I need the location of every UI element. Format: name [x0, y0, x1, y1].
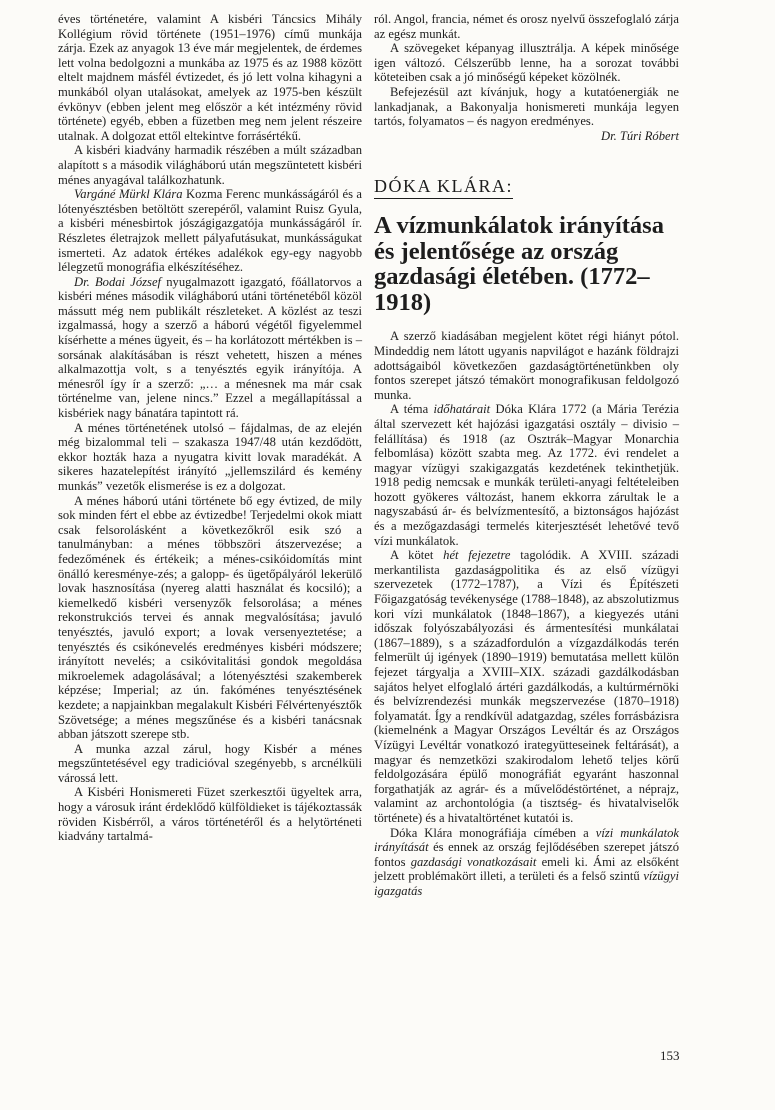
paragraph: A kötet hét fejezetre tagolódik. A XVIII. századi merkantilista gazdaságpolitika és az első vízügyi szervezetek (1772–1787), a Vízi és Építészeti Főigazgatóság tevékenysége (1788–1848), az abszolutizmus kori vízi munkálatok (1848–1867), a kiegyezés utáni időszak folyószabályozási és ármentesítési munkálatai (1867–1889), s a századfordulón a vízgazdálkodás terén felmerült új igények (1890–1919) bemutatása mellett külön fejezet tárgyalja a XVIII–XIX. századi gazdálkodásban sajátos helyet elfoglaló ártéri gazdálkodás, a kultúrmérnöki és belvízrendezési munkák megszervezése (1870–1918) folyamatát. Így a rendkívül adatgazdag, széles forrásbázisra (kiemelnénk a Magyar Országos Levéltár és az Országos Vízügyi Levéltár vonatkozó irategyütteseinek feltárását), a magyar és nemzetközi szakirodalom lehető teljes körű feldolgozására épülő monográfiát egyaránt haszonnal forgathatják az agrár- és a művelődéstörténet, a néprajz, valamint az archontológia (a tisztség- és hivatalviselők története) és a hivataltörténet kutatói is. — [374, 548, 679, 825]
left-column — [58, 12, 362, 844]
paragraph: A ménes háború utáni története bő egy évtized, de mily sok minden fért el ebbe az évtizedbe! Terjedelmi okok miatt csak felsorolásként a következőkről esik szó a tanulmányban: a ménes többszöri átszervezése; a fedezőmének és értékeik; a ménes-csikóidomítás mint önálló keresménye-zés; a galopp- és ügetőpályáról lekerülő lovak hasznosítása (nyereg alatti használat és kocsiló); a kiemelkedő kisbéri versenyzők felsorolása; a ménes rekonstrukciós tervei és annak megvalósítása; javuló tenyésztés, javuló export; a lovak versenyeztetése; a tenyésztés és csikónevelés eredményes kisbéri módszere; irányított nevelés; a csikóvitalitási gondok megoldása mikroelemek adagolásával; a lótenyésztési szakemberek képzése; Imperial; az ún. fakóménes tenyésztésének kezdete; a napjainkban megalakult Kisbéri Félvértenyésztők Szövetsége; a ménes megszűnése és a kisbéri tanácsnak abban játszott szerepe stb. — [58, 493, 362, 742]
paragraph: A kisbéri kiadvány harmadik részében a múlt században alapított s a második világháború után megszüntetett kisbéri ménes anyagával találkozhatunk. — [58, 143, 362, 187]
author-name: Vargáné Mürkl Klára — [74, 187, 183, 202]
paragraph: Dóka Klára monográfiája címében a vízi munkálatok irányítását és ennek az ország fejlődésében szerepet játszó fontos gazdasági vonatkozásait emeli ki. Ámi az elsőként jelzett problémakört illeti, a területi és a felső szintű vízügyi igazgatás — [374, 825, 679, 898]
reviewed-author: DÓKA KLÁRA: — [374, 175, 513, 199]
reviewer-signature: Dr. Túri Róbert — [600, 128, 679, 143]
paragraph: Dr. Bodai József nyugalmazott igazgató, főállatorvos a kisbéri ménes második világháború utáni történetéből közöl mássutt még nem publikált részleteket. A közlést az teszi izgalmassá, hogy a szerző a háború végétől figyelemmel kísérhette a ménes ügyeit, és – ha korlátozott mértékben is – sorsának alakításában is részt vehetett, hiszen a ménes alkalmazottja volt, s a tenyésztés egyik irányítója. A ménesről így ír a szerző: „… a ménesnek ma már csak történelme van, jelene nincs.” Ezzel a megállapítással a kisbériek nagy bánatára tapintott rá. — [58, 274, 362, 421]
paragraph: éves történetére, valamint A kisbéri Táncsics Mihály Kollégium rövid története (1951–1976) című munkája zárja. Ezek az anyagok 13 éve már megjelentek, de érdemes lett volna bedolgozni a munkába az 1975 és az 1988 között eltelt majdnem másfél évtizedet, és jó lett volna kihagyni a munkából olyan utalásokat, amelyek az 1975-ben készült évkönyv (ebben jelent meg először a két intézmény rövid története) egyéb, ebben a füzetben meg nem jelent részeire utalnak. A dolgozat ettől eltekintve forrásértékű. — [58, 12, 362, 143]
paragraph: A szövegeket képanyag illusztrálja. A képek minősége igen változó. Célszerűbb lenne, ha a sorozat további köteteiben csak a jó minőségű képeket közölnék. — [374, 41, 679, 85]
paragraph: ról. Angol, francia, német és orosz nyelvű összefoglaló zárja az egész munkát. — [374, 12, 679, 41]
paragraph: A szerző kiadásában megjelent kötet régi hiányt pótol. Mindeddig nem látott ugyanis napvilágot e hazánk földrajzi adottságaiból következően gazdaságtörténetünkben oly fontos szerepet játszó témakört monografikusan feldolgozó munka. — [374, 329, 679, 402]
page-number: 153 — [660, 1048, 680, 1063]
right-column — [374, 12, 679, 899]
paragraph: Vargáné Mürkl Klára Kozma Ferenc munkásságáról és a lótenyésztésben betöltött szerepéről, valamint Ruisz Gyula, a kisbéri ménesbirtok jószágigazgatója munkásságáról ír. Részletes életrajzok mellett pályafutásukat, munkásságukat ismerteti. Az adatok értékes adalékok egy-egy nagyobb lélegzetű monográfia elkészítéséhez. — [58, 187, 362, 275]
author-name: Dr. Bodai József — [74, 274, 162, 289]
paragraph: A Kisbéri Honismereti Füzet szerkesztői ügyeltek arra, hogy a városuk iránt érdeklődő külföldieket is tájékoztassák röviden Kisbérről, a város történetéről és a helytörténeti kiadvány tartalmá- — [58, 785, 362, 844]
review-title: A vízmunkálatok irányítása és jelentősége az ország gazdasági életében. (1772–1918) — [374, 212, 664, 316]
paragraph: A munka azzal zárul, hogy Kisbér a ménes megszűntetésével egy tradicióval szegényebb, s arcnélküli várossá lett. — [58, 741, 362, 785]
paragraph: Befejezésül azt kívánjuk, hogy a kutatóenergiák ne lankadjanak, a Bakonyalja honismereti munkája legyen tartós, folyamatos – és nagyon eredményes. — [374, 84, 679, 129]
paragraph: A ménes történetének utolsó – fájdalmas, de az elején még bizalommal teli – szakasza 1947/48 után kezdődött, ekkor hozták haza a nyugatra kivitt lovak maradékát. A sikeres hazatelepítést irányító „jellemszilárd és kemény munkás” vezetők elismerése is ez a dolgozat. — [58, 420, 362, 493]
paragraph: A téma időhatárait Dóka Klára 1772 (a Mária Terézia által szervezett két hajózási igazgatási osztály – divisio – felállítása) és 1918 (az Osztrák–Magyar Monarchia felbomlása) között szabta meg. Az 1772. évi rendelet a magyar vízügyi szakigazgatás kezdetének tekinthetjük. 1918 pedig nemcsak e munkák területi-anyagi feltételeiben hozott gyökeres változást, hanem ekkorra zárultak le a nagyszabású ár- és belvízmentesítő, a biztonságos hajózást és a mezőgazdasági termelés kiterjesztését lehetővé tevő vízi munkálatok. — [374, 402, 679, 548]
